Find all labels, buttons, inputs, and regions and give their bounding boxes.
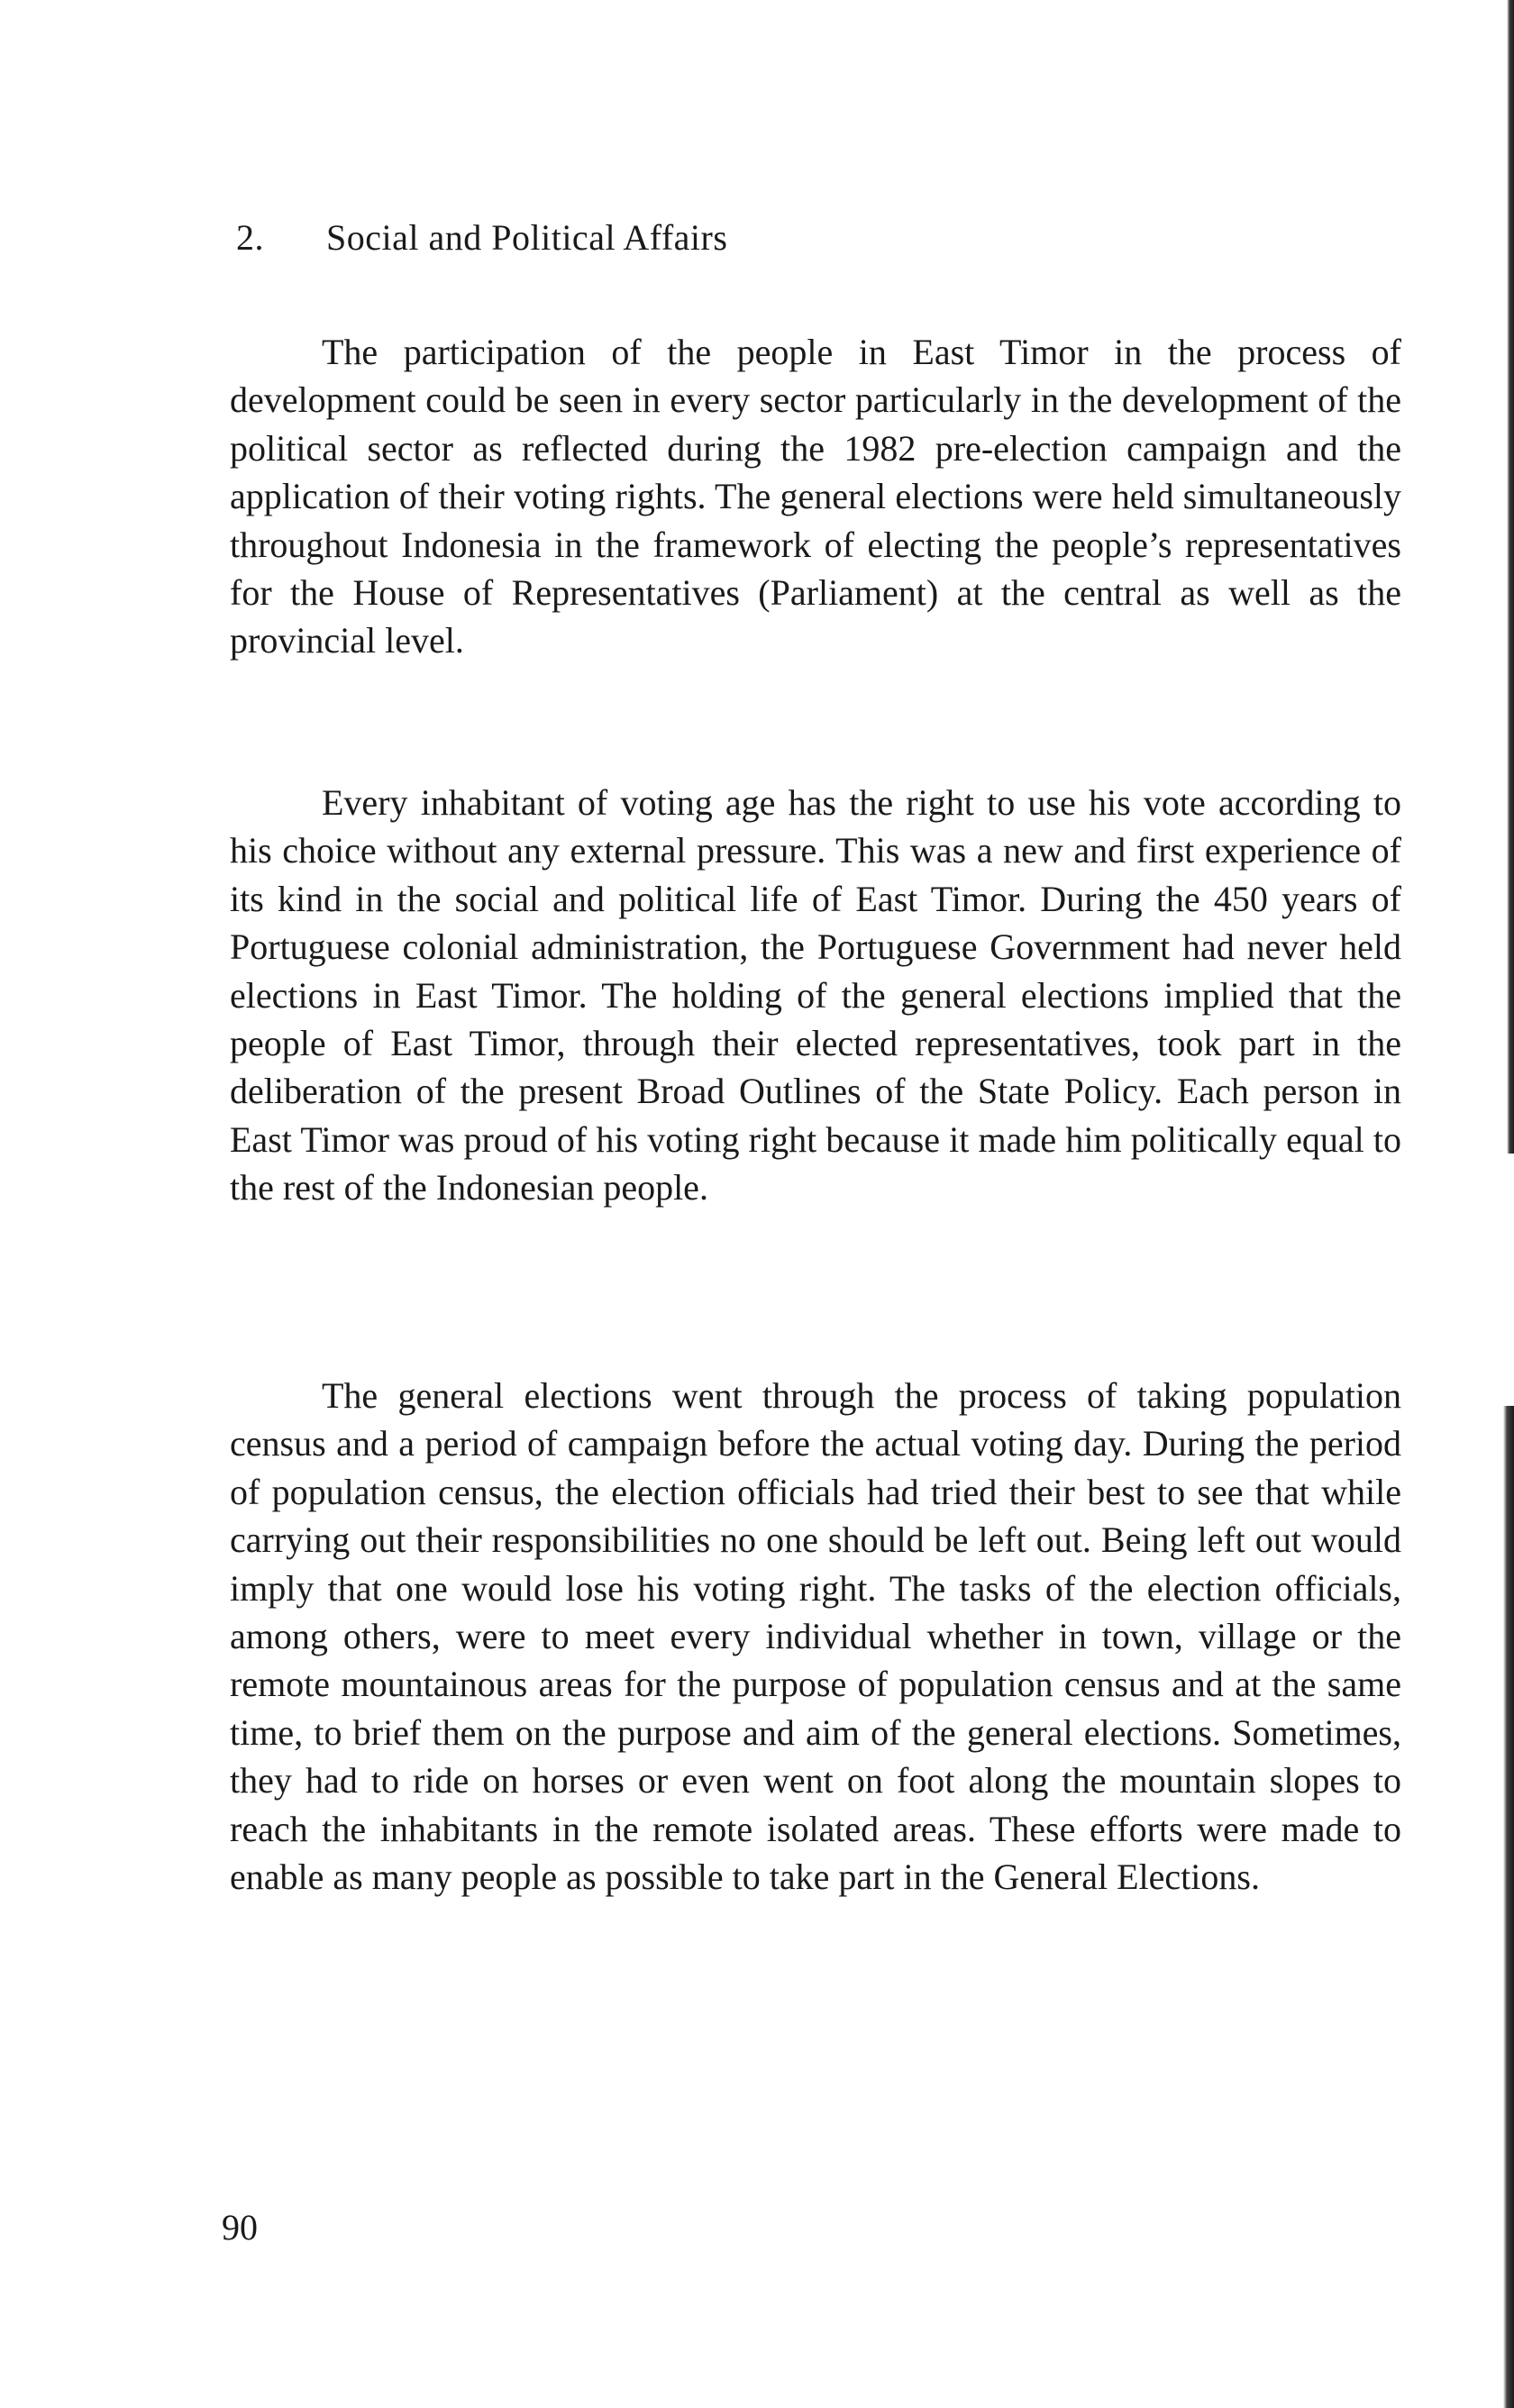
section-number: 2. [236, 217, 264, 258]
paragraph-participation: The participation of the people in East Timor in the process of development could be seen in every sector particularly in the development of the political sector as reflected during the 1982 pre-election campaign and the application of their voting rights. The general elections were held simultaneously throughout Indonesia in the framework of electing the people’s representatives for the House of Representatives (Parliament) at the central as well as the provincial level. [230, 332, 1401, 661]
section-title: Social and Political Affairs [326, 217, 728, 258]
paragraph-voting-right: Every inhabitant of voting age has the right to use his vote according to his choice without any external pressure. This was a new and first experience of its kind in the social and political life of East Timor. During the 450 years of Portuguese colonial administration, the Portuguese Government had never held elections in East Timor. The holding of the general elections implied that the people of East Timor, through their elected representatives, took part in the deliberation of the present Broad Outlines of the State Policy. Each person in East Timor was proud of his voting right because it made him politically equal to the rest of the Indonesian people. [230, 782, 1401, 1209]
page-number: 90 [222, 2207, 258, 2248]
binding-edge-shadow [1503, 1406, 1514, 2408]
section-heading [236, 216, 727, 259]
paragraph-election-process: The general elections went through the process of taking population census and a period of campaign before the actual voting day. During the period of population census, the election officials had tried their best to see that while carrying out their responsibilities no one should be left out. Being left out would imply that one would lose his voting right. The tasks of the election officials, among others, were to meet every individual whether in town, village or the remote mountainous areas for the purpose of population census and at the same time, to brief them on the purpose and aim of the general elections. Sometimes, they had to ride on horses or even went on foot along the mountain slopes to reach the inhabitants in the remote isolated areas. These efforts were made to enable as many people as possible to take part in the General Elections. [230, 1375, 1401, 1898]
binding-edge-shadow [1507, 0, 1514, 1154]
